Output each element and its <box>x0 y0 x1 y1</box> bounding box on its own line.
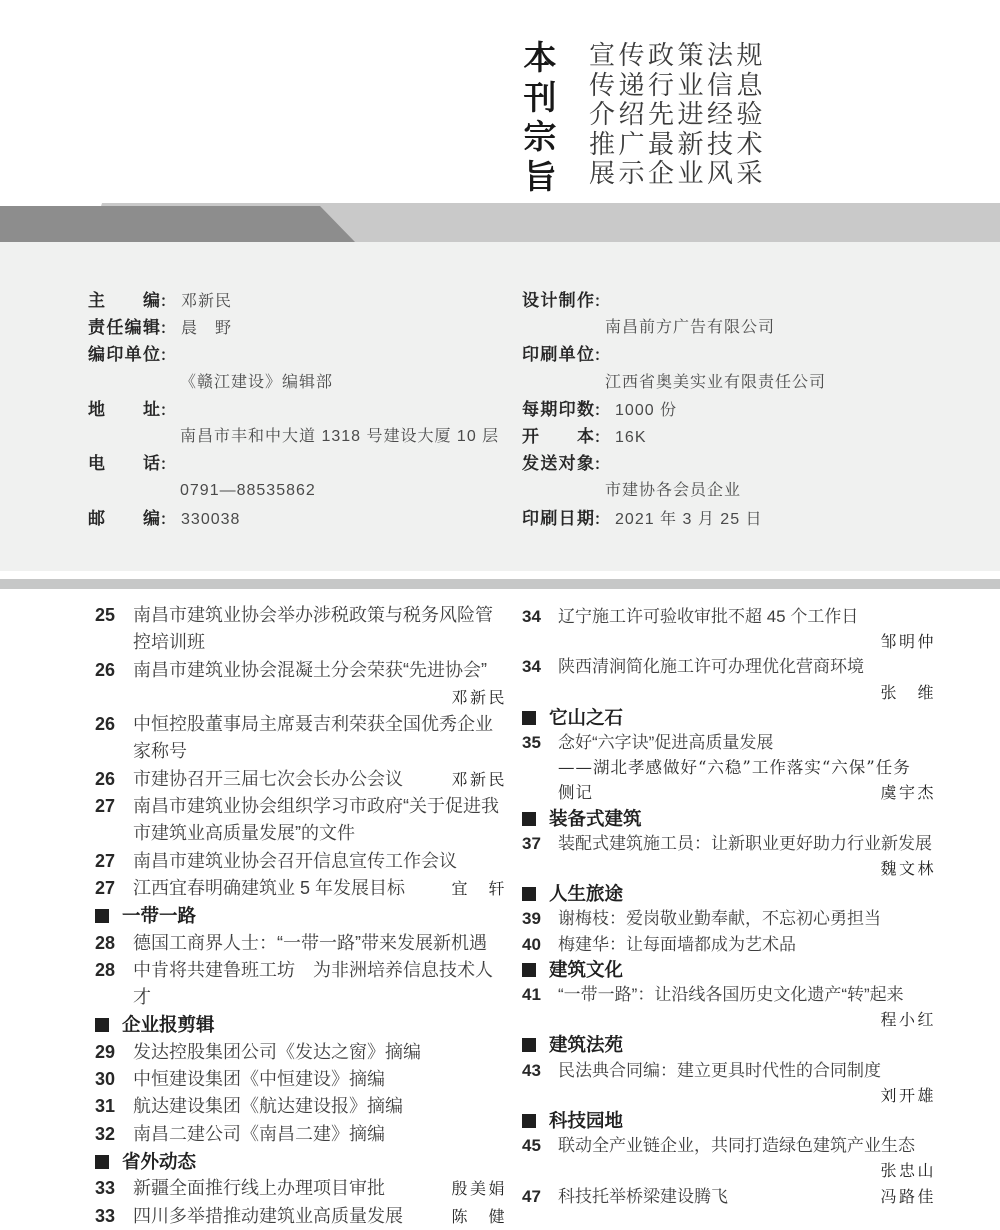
toc-entry-author: 程小红 <box>880 1010 936 1030</box>
toc-entry-title: 发达控股集团公司《发达之窗》摘编 <box>133 1041 421 1062</box>
toc-page-number: 33 <box>95 1205 116 1226</box>
info-row <box>88 314 508 341</box>
info-label-colon: ： <box>160 293 176 310</box>
toc-entry-title: 南昌市建筑业协会召开信息宣传工作会议 <box>133 850 457 871</box>
toc-entry-body <box>558 932 936 957</box>
toc-section-header <box>95 902 507 929</box>
toc-entry-body <box>558 1133 936 1183</box>
mission-slogan-line: 宣传政策法规 <box>589 41 767 71</box>
info-label: 主编 <box>88 291 160 310</box>
banner-dark-stripe <box>0 206 355 242</box>
toc-entry-title: 谢梅枝：爱岗敬业勤奉献，不忘初心勇担当 <box>558 909 881 929</box>
toc-entry-title: “一带一路”：让沿线各国历史文化遗产“转”起来 <box>558 985 904 1005</box>
toc-page-number: 26 <box>95 768 116 789</box>
toc-entry <box>522 906 936 931</box>
toc-page-number: 27 <box>95 877 116 898</box>
toc-page-number: 39 <box>522 909 541 929</box>
toc-entry <box>95 875 507 902</box>
toc-entry-body <box>133 1039 507 1066</box>
toc-left-column <box>95 602 507 1230</box>
info-row <box>522 396 972 423</box>
info-value-row <box>522 477 972 504</box>
mission-slogan-line: 介绍先进经验 <box>589 100 767 131</box>
toc-page-number: 34 <box>522 607 541 626</box>
toc-entry-author: 冯路佳 <box>880 1186 936 1206</box>
toc-entry <box>95 793 507 848</box>
toc-entry-title: 科技托举桥梁建设腾飞 <box>558 1186 728 1206</box>
toc-author-row <box>558 629 936 654</box>
info-label: 电话 <box>88 454 160 474</box>
toc-entry <box>95 766 507 793</box>
toc-entry-body <box>558 1058 936 1108</box>
toc-page-number: 43 <box>522 1060 541 1080</box>
toc-entry-title: 中肯将共建鲁班工坊 为非洲培养信息技术人才 <box>133 959 493 1008</box>
toc-entry <box>95 1121 507 1148</box>
toc-section-header <box>95 1011 507 1038</box>
toc-entry-subtitle <box>558 780 936 805</box>
toc-page-number: 35 <box>522 733 541 753</box>
info-label-colon: ： <box>594 293 610 310</box>
toc-entry-body <box>133 1121 507 1148</box>
toc-title-line <box>133 1175 507 1202</box>
toc-entry <box>522 1058 936 1108</box>
toc-entry-author: 陈 健 <box>451 1206 507 1226</box>
toc-page-number: 27 <box>95 796 116 817</box>
toc-entry-author: 邓新民 <box>451 687 507 707</box>
toc-entry-body <box>558 831 936 881</box>
toc-entry-title: 中恒建设集团《中恒建设》摘编 <box>133 1069 385 1090</box>
toc-title-line <box>133 766 507 793</box>
toc-entry-title: 市建协召开三届七次会长办公会议 <box>133 768 403 789</box>
toc-page-number: 30 <box>95 1069 116 1090</box>
info-label-colon: ： <box>160 510 176 528</box>
journal-mission-slogans <box>589 38 766 196</box>
info-label: 发送对象 <box>522 454 594 474</box>
journal-mission-vertical-title <box>519 38 561 196</box>
info-row <box>88 450 508 477</box>
mission-title-char: 旨 <box>523 157 557 195</box>
info-row <box>88 396 508 423</box>
toc-entry-title: 德国工商界人士：“一带一路”带来发展新机遇 <box>133 932 487 953</box>
toc-section-title: 它山之石 <box>549 706 624 728</box>
info-label: 印刷单位 <box>522 345 594 365</box>
toc-entry <box>95 657 507 712</box>
toc-entry-body <box>133 1093 507 1120</box>
toc-entry-body <box>133 1175 507 1202</box>
toc-entry-author: 虞宇杰 <box>880 783 936 803</box>
info-value: 2021 年 3 月 25 日 <box>615 510 763 528</box>
info-value: 南昌市丰和中大道 1318 号建设大厦 10 层 <box>180 427 500 445</box>
toc-entry-body <box>558 1184 936 1209</box>
toc-entry <box>522 831 936 881</box>
info-row <box>522 423 972 450</box>
toc-entry <box>522 730 936 806</box>
toc-entry-body <box>558 982 936 1032</box>
toc-section-title: 科技园地 <box>549 1110 624 1132</box>
toc-page-number: 31 <box>95 1096 116 1117</box>
info-label: 编印单位 <box>88 345 160 365</box>
toc-section-header <box>522 1032 936 1057</box>
toc-author-row <box>558 1158 936 1183</box>
publication-info-right-column <box>522 287 972 532</box>
toc-entry <box>95 1093 507 1120</box>
toc-entry <box>95 1175 507 1202</box>
toc-section-header <box>522 881 936 906</box>
info-row <box>88 505 508 532</box>
section-square-icon <box>522 711 536 725</box>
toc-entry-body <box>558 906 936 931</box>
toc-section-header <box>522 957 936 982</box>
info-value: 邓新民 <box>181 293 233 310</box>
info-label: 邮编 <box>88 508 160 528</box>
toc-entry-title: 南昌二建公司《南昌二建》摘编 <box>133 1123 385 1144</box>
info-label: 印刷日期 <box>522 508 594 528</box>
toc-entry-author: 宜 轩 <box>451 878 507 898</box>
toc-entry-title: 四川多举措推动建筑业高质量发展 <box>133 1205 403 1226</box>
info-value: 江西省奥美实业有限责任公司 <box>605 373 827 391</box>
toc-entry-body <box>558 604 936 654</box>
toc-entry-body <box>133 602 507 657</box>
divider-bar <box>0 579 1000 589</box>
toc-entry <box>522 1184 936 1209</box>
info-label-colon: ： <box>594 401 610 419</box>
info-row <box>522 505 972 532</box>
toc-entry-title: 辽宁施工许可验收审批不超 45 个工作日 <box>558 607 859 626</box>
toc-page-number: 28 <box>95 932 116 953</box>
toc-title-line <box>558 1184 936 1209</box>
toc-entry-author: 张 维 <box>880 682 936 702</box>
toc-entry-title: 陕西清涧简化施工许可办理优化营商环境 <box>558 657 864 677</box>
toc-page-number: 27 <box>95 850 116 871</box>
toc-entry-body <box>133 875 507 902</box>
toc-title-line <box>133 875 507 902</box>
toc-entry <box>95 1039 507 1066</box>
section-square-icon <box>522 812 536 826</box>
toc-page-number: 33 <box>95 1178 116 1199</box>
toc-page-number: 40 <box>522 934 541 954</box>
toc-author-row <box>558 856 936 881</box>
info-label-colon: ： <box>594 428 610 446</box>
info-value: 16K <box>615 428 647 446</box>
publication-info-left-column <box>88 287 508 532</box>
toc-entry <box>522 982 936 1032</box>
info-value: 南昌前方广告有限公司 <box>605 319 776 337</box>
toc-entry-body <box>133 1066 507 1093</box>
toc-entry-author: 刘开雄 <box>880 1085 936 1105</box>
toc-page-number: 28 <box>95 959 116 980</box>
toc-entry-body <box>133 957 507 1012</box>
section-square-icon <box>522 1114 536 1128</box>
mission-slogan-line: 展示企业风采 <box>589 159 767 190</box>
info-label-colon: ： <box>160 456 176 474</box>
info-row <box>522 287 972 314</box>
info-value-row <box>522 369 972 396</box>
info-label: 责任编辑 <box>88 318 160 338</box>
section-square-icon <box>522 1038 536 1052</box>
info-label: 开本 <box>522 426 594 446</box>
toc-entry <box>522 654 936 704</box>
section-square-icon <box>522 887 536 901</box>
info-value-row <box>88 423 508 450</box>
info-value: 市建协各会员企业 <box>605 482 742 500</box>
info-label: 设计制作 <box>522 291 594 310</box>
info-label: 每期印数 <box>522 399 594 419</box>
toc-page-number: 26 <box>95 714 116 735</box>
toc-entry <box>95 957 507 1012</box>
toc-page-number: 41 <box>522 985 541 1005</box>
toc-author-row <box>133 684 507 711</box>
toc-author-row <box>558 680 936 705</box>
toc-section-header <box>522 806 936 831</box>
toc-entry <box>522 932 936 957</box>
info-value: 1000 份 <box>615 401 678 419</box>
toc-entry-subtitle <box>558 755 936 780</box>
toc-entry-author: 邓新民 <box>451 769 507 789</box>
toc-page-number: 26 <box>95 659 116 680</box>
section-square-icon <box>522 963 536 977</box>
info-value: 330038 <box>181 510 241 528</box>
info-value: 晨 野 <box>181 320 233 338</box>
info-row <box>88 287 508 314</box>
toc-page-number: 25 <box>95 605 116 625</box>
toc-entry <box>95 711 507 766</box>
toc-entry-title: 装配式建筑施工员：让新职业更好助力行业新发展 <box>558 833 932 853</box>
mission-slogan-line: 推广最新技术 <box>589 129 767 160</box>
toc-entry-author: 邹明仲 <box>880 632 936 652</box>
toc-section-title: 企业报剪辑 <box>122 1014 215 1036</box>
toc-page-number: 47 <box>522 1186 541 1206</box>
section-square-icon <box>95 909 109 923</box>
toc-entry-author: 张忠山 <box>880 1161 936 1181</box>
toc-entry-title: 江西宜春明确建筑业 5 年发展目标 <box>133 877 406 898</box>
info-value-row <box>88 477 508 504</box>
toc-section-title: 人生旅途 <box>549 883 624 905</box>
toc-section-header <box>95 1148 507 1175</box>
info-label-colon: ： <box>160 401 176 419</box>
info-label-colon: ： <box>160 320 176 338</box>
toc-entry-title: 新疆全面推行线上办理项目审批 <box>133 1178 385 1199</box>
toc-entry-title: 中恒控股董事局主席聂吉利荣获全国优秀企业家称号 <box>133 714 493 762</box>
info-row <box>88 341 508 368</box>
toc-entry <box>522 604 936 654</box>
info-value: 《赣江建设》编辑部 <box>180 373 334 391</box>
toc-entry-body <box>133 766 507 793</box>
toc-page-number: 29 <box>95 1041 116 1062</box>
mission-title-char: 刊 <box>523 78 557 116</box>
toc-entry <box>95 1066 507 1093</box>
info-value-row <box>88 369 508 396</box>
toc-right-column <box>522 604 936 1209</box>
toc-entry-body <box>133 657 507 712</box>
toc-entry-body <box>133 1203 507 1230</box>
toc-entry-title: 梅建华：让每面墙都成为艺术品 <box>558 934 796 954</box>
toc-section-title: 建筑法苑 <box>549 1034 624 1056</box>
toc-page-number: 32 <box>95 1123 116 1144</box>
toc-section-title: 建筑文化 <box>549 958 624 980</box>
info-label-colon: ： <box>594 456 610 474</box>
toc-entry <box>95 602 507 657</box>
toc-entry-body <box>558 730 936 806</box>
toc-section-title: 装备式建筑 <box>549 807 642 829</box>
toc-author-row <box>558 1007 936 1032</box>
toc-entry-author: 魏文林 <box>880 859 936 879</box>
mission-title-char: 本 <box>523 39 557 76</box>
toc-section-header <box>522 1108 936 1133</box>
info-label-colon: ： <box>594 347 610 365</box>
toc-section-header <box>522 705 936 730</box>
toc-entry-body <box>558 654 936 704</box>
masthead <box>519 38 766 196</box>
toc-entry-author: 殷美娟 <box>451 1179 507 1199</box>
info-row <box>522 341 972 368</box>
toc-page-number: 37 <box>522 833 541 853</box>
toc-entry-title: 南昌市建筑业协会混凝土分会荣获“先进协会” <box>133 659 487 680</box>
toc-entry-body <box>133 930 507 957</box>
toc-entry-title: 民法典合同编：建立更具时代性的合同制度 <box>558 1060 881 1080</box>
toc-author-row <box>558 1083 936 1108</box>
section-square-icon <box>95 1155 109 1169</box>
toc-entry-title: 联动全产业链企业，共同打造绿色建筑产业生态 <box>558 1136 915 1156</box>
info-label-colon: ： <box>160 347 176 365</box>
toc-entry <box>522 1133 936 1183</box>
toc-entry <box>95 848 507 875</box>
info-value-row <box>522 314 972 341</box>
toc-entry-title: 南昌市建筑业协会组织学习市政府“关于促进我市建筑业高质量发展”的文件 <box>133 796 499 844</box>
info-value: 0791—88535862 <box>180 482 316 500</box>
mission-title-char: 宗 <box>523 118 557 155</box>
toc-subtitle-text: ——湖北孝感做好“六稳”工作落实“六保”任务 <box>558 758 911 778</box>
toc-entry-title: 念好“六字诀”促进高质量发展 <box>558 733 774 753</box>
info-label-colon: ： <box>594 510 610 528</box>
info-row <box>522 450 972 477</box>
toc-title-line <box>133 1203 507 1230</box>
mission-slogan-line: 传递行业信息 <box>589 70 767 101</box>
toc-entry <box>95 930 507 957</box>
toc-section-title: 省外动态 <box>122 1150 197 1172</box>
toc-subtitle-text: 侧记 <box>558 783 593 803</box>
toc-entry-title: 航达建设集团《航达建设报》摘编 <box>133 1096 403 1117</box>
toc-section-title: 一带一路 <box>122 905 197 927</box>
toc-entry-body <box>133 711 507 766</box>
section-square-icon <box>95 1018 109 1032</box>
info-label: 地址 <box>88 399 160 419</box>
toc-entry <box>95 1203 507 1230</box>
toc-page-number: 45 <box>522 1136 541 1156</box>
toc-entry-title: 南昌市建筑业协会举办涉税政策与税务风险管控培训班 <box>133 605 493 653</box>
toc-entry-body <box>133 793 507 848</box>
toc-entry-body <box>133 848 507 875</box>
toc-page-number: 34 <box>522 657 541 677</box>
